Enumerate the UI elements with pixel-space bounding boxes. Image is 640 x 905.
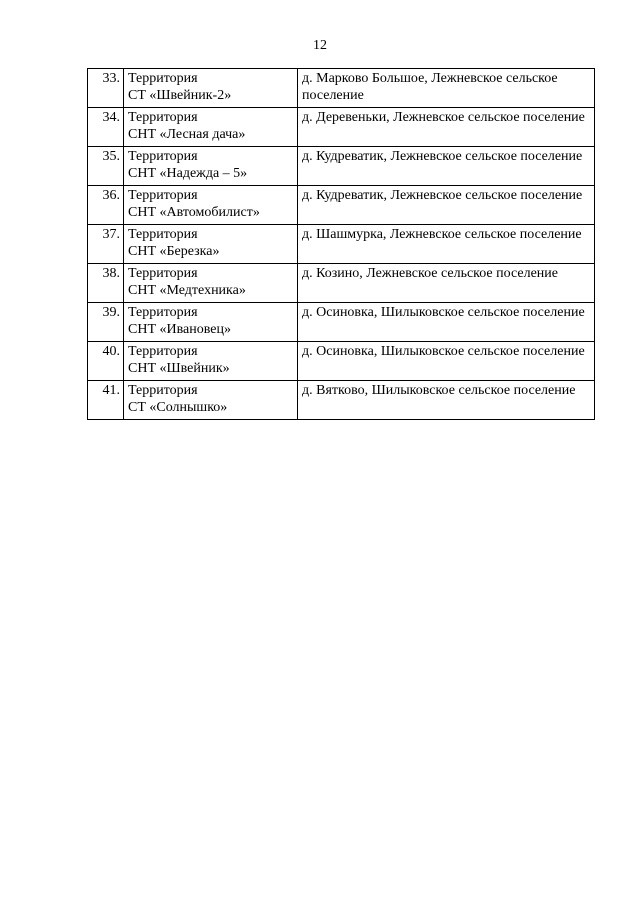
table-row	[88, 342, 595, 381]
territory-name	[124, 381, 298, 420]
territory-title: СТ «Швейник-2»	[128, 88, 232, 103]
table-row	[88, 186, 595, 225]
territory-label: Территория	[128, 188, 198, 203]
territory-title: СНТ «Автомобилист»	[128, 205, 260, 220]
row-number: 35.	[88, 147, 124, 186]
territory-location: д. Шашмурка, Лежневское сельское поселение	[298, 225, 595, 264]
territory-location: д. Кудреватик, Лежневское сельское поселение	[298, 147, 595, 186]
territories-table	[87, 68, 595, 420]
territory-label: Территория	[128, 110, 198, 125]
table-row	[88, 69, 595, 108]
territory-location: д. Осиновка, Шилыковское сельское поселение	[298, 342, 595, 381]
row-number: 37.	[88, 225, 124, 264]
territory-title: СНТ «Ивановец»	[128, 322, 231, 337]
territory-label: Территория	[128, 266, 198, 281]
territory-location: д. Марково Большое, Лежневское сельское поселение	[298, 69, 595, 108]
territory-location: д. Вятково, Шилыковское сельское поселение	[298, 381, 595, 420]
territory-title: СНТ «Надежда – 5»	[128, 166, 248, 181]
row-number: 34.	[88, 108, 124, 147]
table-row	[88, 225, 595, 264]
territory-name	[124, 342, 298, 381]
row-number: 33.	[88, 69, 124, 108]
territory-name	[124, 69, 298, 108]
territory-title: СНТ «Медтехника»	[128, 283, 246, 298]
territory-location: д. Кудреватик, Лежневское сельское поселение	[298, 186, 595, 225]
territory-label: Территория	[128, 71, 198, 86]
territory-label: Территория	[128, 344, 198, 359]
page-number: 12	[313, 38, 327, 53]
territory-name	[124, 147, 298, 186]
territory-name	[124, 303, 298, 342]
territory-label: Территория	[128, 305, 198, 320]
row-number: 36.	[88, 186, 124, 225]
territory-name	[124, 264, 298, 303]
territory-label: Территория	[128, 227, 198, 242]
row-number: 40.	[88, 342, 124, 381]
territory-title: СТ «Солнышко»	[128, 400, 228, 415]
row-number: 39.	[88, 303, 124, 342]
territory-title: СНТ «Лесная дача»	[128, 127, 246, 142]
table-row	[88, 381, 595, 420]
row-number: 38.	[88, 264, 124, 303]
table-row	[88, 264, 595, 303]
territory-location: д. Деревеньки, Лежневское сельское поселение	[298, 108, 595, 147]
table-row	[88, 147, 595, 186]
territory-title: СНТ «Березка»	[128, 244, 220, 259]
territory-label: Территория	[128, 383, 198, 398]
territory-title: СНТ «Швейник»	[128, 361, 230, 376]
territory-label: Территория	[128, 149, 198, 164]
territory-location: д. Козино, Лежневское сельское поселение	[298, 264, 595, 303]
territory-name	[124, 108, 298, 147]
territory-name	[124, 225, 298, 264]
territory-location: д. Осиновка, Шилыковское сельское поселение	[298, 303, 595, 342]
table-row	[88, 303, 595, 342]
table-row	[88, 108, 595, 147]
territory-name	[124, 186, 298, 225]
row-number: 41.	[88, 381, 124, 420]
